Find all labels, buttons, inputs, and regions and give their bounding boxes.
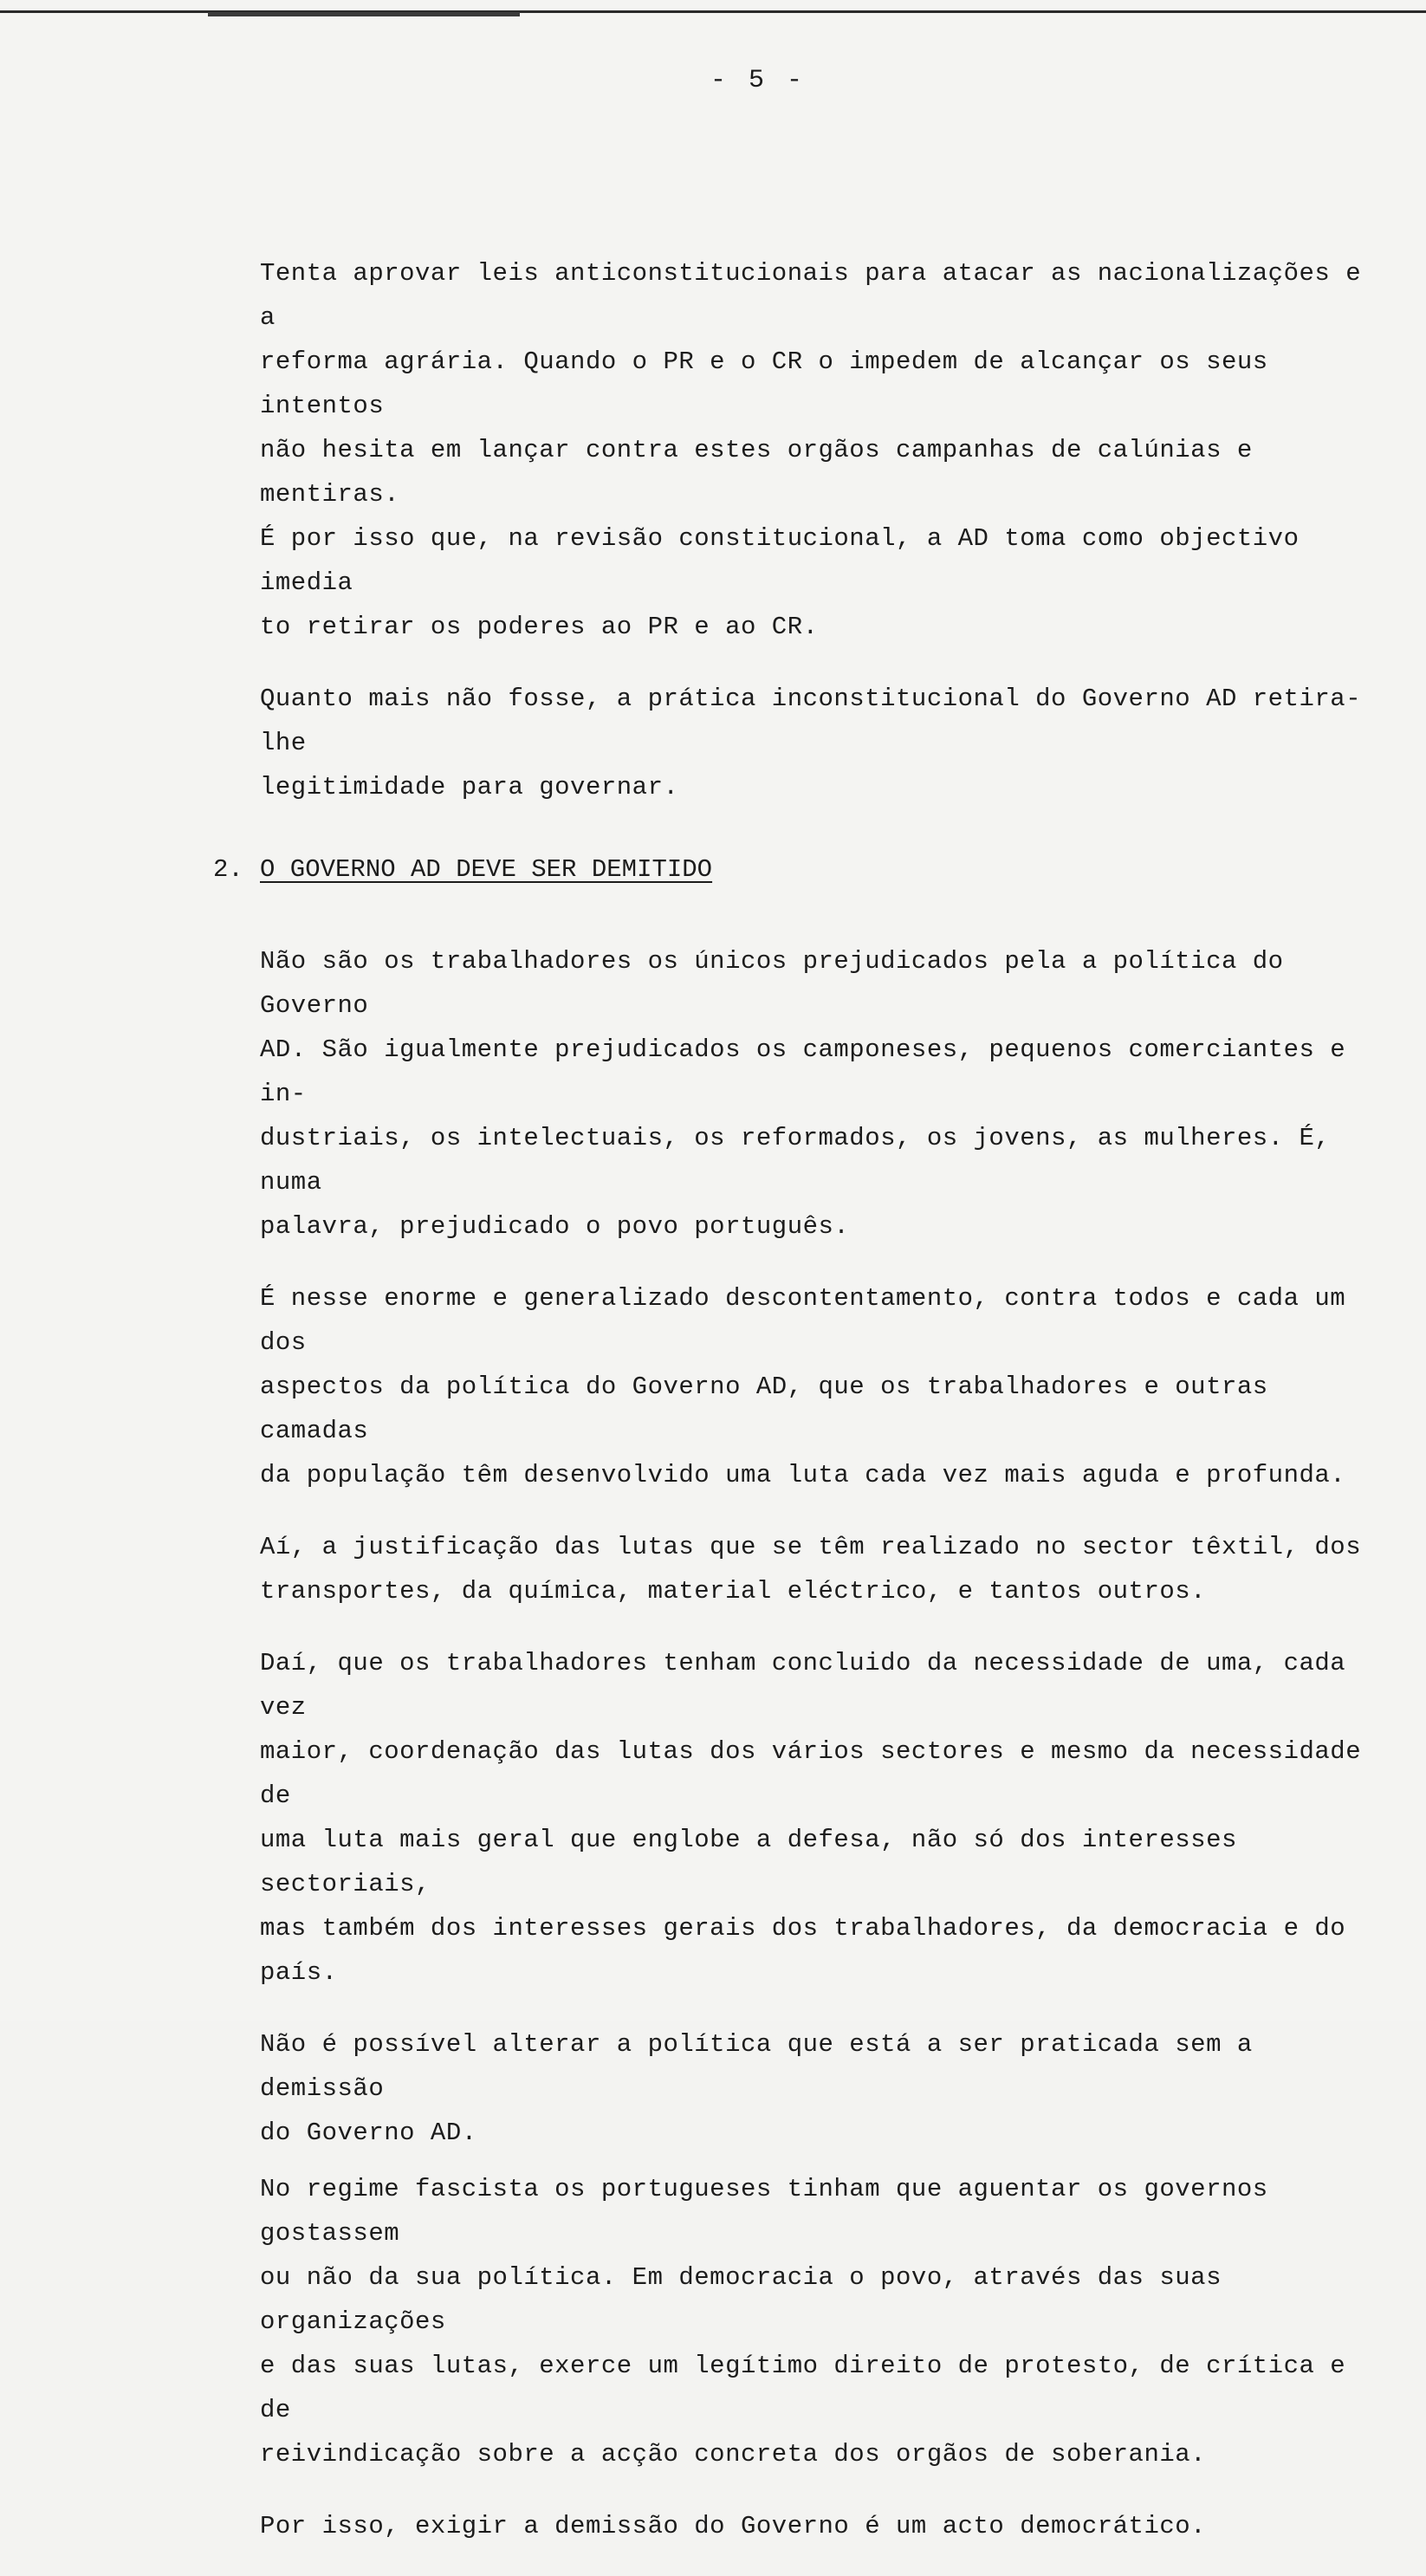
page-number: - 5 - bbox=[710, 66, 807, 95]
paragraph: É nesse enorme e generalizado descontentamento, contra todos e cada um dos aspectos da política do Governo AD, que os trabalhadores e outras camadas da população têm desenvolvido uma luta cada vez mais aguda e profunda. bbox=[260, 1284, 1346, 1489]
paragraph: Não é possível alterar a política que está a ser praticada sem a demissão do Governo AD. bbox=[260, 2030, 1253, 2147]
document-body bbox=[213, 251, 1377, 2576]
paragraph: No regime fascista os portugueses tinham que aguentar os governos gostassem ou não da sua política. Em democracia o povo, através das suas organizações e das suas lutas, exerce um legítimo direito de protesto, de crítica e de reivindicação sobre a acção concreta dos orgãos de soberania. bbox=[260, 2175, 1346, 2469]
paragraph: Quanto mais não fosse, a prática inconstitucional do Governo AD retira-lhe legitimidade para governar. bbox=[260, 685, 1362, 801]
paragraph: Daí, que os trabalhadores tenham concluido da necessidade de uma, cada vez maior, coordenação das lutas dos vários sectores e mesmo da necessidade de uma luta mais geral que englobe a defesa, não só dos interesses sectoriais, mas também dos interesses gerais dos trabalhadores, da democracia e do país. bbox=[260, 1649, 1362, 1987]
section-heading bbox=[213, 853, 1377, 887]
paragraph: Aí, a justificação das lutas que se têm realizado no sector têxtil, dos transportes, da química, material eléctrico, e tantos outros. bbox=[260, 1533, 1362, 1606]
paragraph: Por isso, exigir a demissão do Governo é um acto democrático. bbox=[260, 2512, 1207, 2540]
section-number: 2. bbox=[213, 855, 243, 884]
paragraph: Não são os trabalhadores os únicos prejudicados pela a política do Governo AD. São igualmente prejudicados os camponeses, pequenos comerciantes e in- dustriais, os intelectuais, os reformados, os jovens, as mulheres. É, numa palavra, prejudicado o povo português. bbox=[260, 947, 1346, 1241]
top-rule-thick bbox=[208, 12, 520, 16]
section-title: O GOVERNO AD DEVE SER DEMITIDO bbox=[260, 855, 713, 884]
paragraph: Tenta aprovar leis anticonstitucionais para atacar as nacionalizações e a reforma agrária. Quando o PR e o CR o impedem de alcançar os seus intentos não hesita em lançar contra estes orgãos campanhas de calúnias e mentiras. É por isso que, na revisão constitucional, a AD toma como objectivo imedia to retirar os poderes ao PR e ao CR. bbox=[260, 259, 1362, 641]
